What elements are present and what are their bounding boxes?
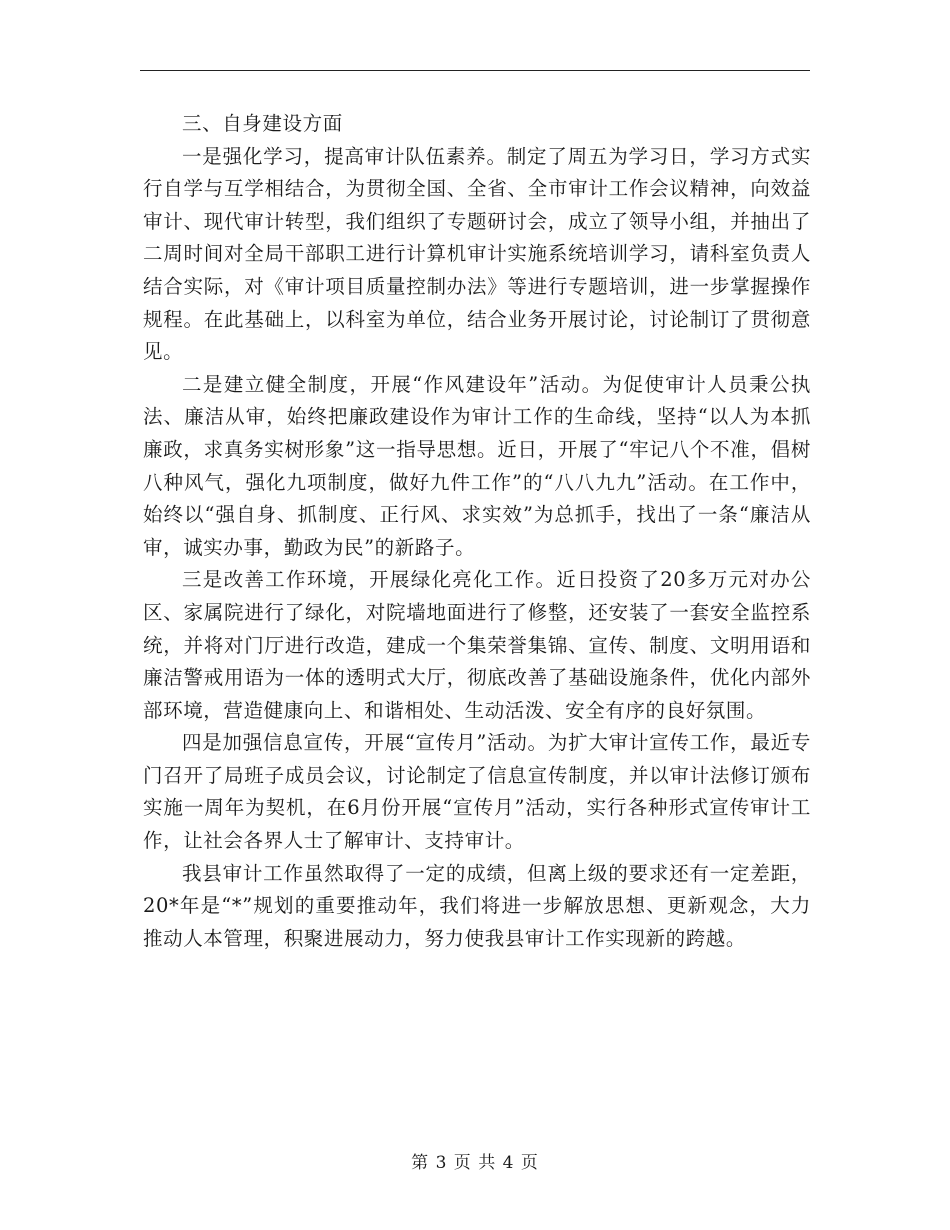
header-rule [140, 70, 810, 71]
paragraph-environment: 三是改善工作环境，开展绿化亮化工作。近日投资了20多万元对办公区、家属院进行了绿化，对院墙地面进行了修整，还安装了一套安全监控系统，并将对门厅进行改造，建成一个集荣誉集锦、宣传、制度、文明用语和廉洁警戒用语为一体的透明式大厅，彻底改善了基础设施条件，优化内部外部环境，营造健康向上、和谐相处、生动活泼、安全有序的良好氛围。 [143, 568, 811, 722]
page-number: 第 3 页 共 4 页 [411, 1153, 539, 1173]
paragraph-system: 二是建立健全制度，开展“作风建设年”活动。为促使审计人员秉公执法、廉洁从审，始终把廉政建设作为审计工作的生命线，坚持“以人为本抓廉政，求真务实树形象”这一指导思想。近日，开展了“牢记八个不准，倡树八种风气，强化九项制度，做好九件工作”的“八八九九”活动。在工作中，始终以“强自身、抓制度、正行风、求实效”为总抓手，找出了一条“廉洁从审，诚实办事，勤政为民”的新路子。 [143, 372, 811, 559]
section-heading: 三、自身建设方面 [182, 112, 343, 135]
paragraph-study: 一是强化学习，提高审计队伍素养。制定了周五为学习日，学习方式实行自学与互学相结合，为贯彻全国、全省、全市审计工作会议精神，向效益审计、现代审计转型，我们组织了专题研讨会，成立了领导小组，并抽出了二周时间对全局干部职工进行计算机审计实施系统培训学习，请科室负责人结合实际，对《审计项目质量控制办法》等进行专题培训，进一步掌握操作规程。在此基础上，以科室为单位，结合业务开展讨论，讨论制订了贯彻意见。 [143, 144, 811, 364]
document-body [143, 108, 811, 955]
paragraph-conclusion: 我县审计工作虽然取得了一定的成绩，但离上级的要求还有一定差距，20*年是“*”规划的重要推动年，我们将进一步解放思想、更新观念，大力推动人本管理，积聚进展动力，努力使我县审计工作实现新的跨越。 [143, 861, 811, 950]
paragraph-publicity: 四是加强信息宣传，开展“宣传月”活动。为扩大审计宣传工作，最近专门召开了局班子成员会议，讨论制定了信息宣传制度，并以审计法修订颁布实施一周年为契机，在6月份开展“宣传月”活动，实行各种形式宣传审计工作，让社会各界人士了解审计、支持审计。 [143, 731, 811, 853]
